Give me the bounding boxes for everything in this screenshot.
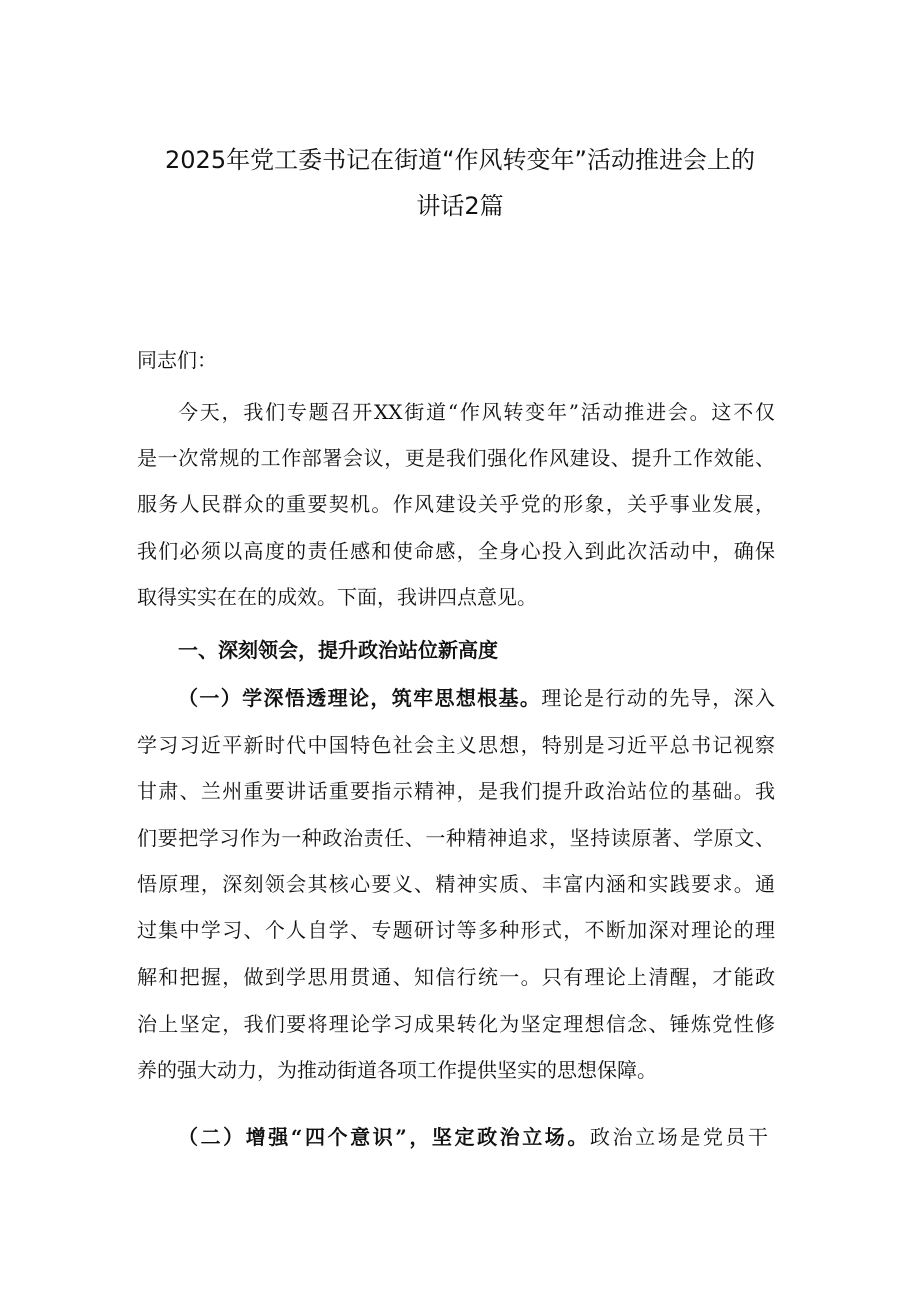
- salutation: 同志们：: [137, 348, 217, 372]
- intro-line: 服务人民群众的重要契机。作风建设关乎党的形象，关乎事业发展，: [137, 492, 775, 516]
- section-heading-1: 一、深刻领会，提升政治站位新高度: [178, 638, 498, 662]
- paragraph-line: 甘肃、兰州重要讲话重要指示精神，是我们提升政治站位的基础。我: [137, 779, 775, 803]
- document-title-line-2: 讲话2篇: [416, 192, 504, 220]
- intro-line: 我们必须以高度的责任感和使命感，全身心投入到此次活动中，确保: [137, 539, 775, 563]
- paragraph-line: 养的强大动力，为推动街道各项工作提供坚实的思想保障。: [137, 1058, 657, 1082]
- subsection-1-1-first-line: [178, 675, 775, 721]
- paragraph-line: 悟原理，深刻领会其核心要义、精神实质、丰富内涵和实践要求。通: [137, 872, 775, 896]
- intro-line: 是一次常规的工作部署会议，更是我们强化作风建设、提升工作效能、: [137, 446, 775, 470]
- subsection-1-1-first-line-text: 理论是行动的先导，深入: [541, 686, 776, 710]
- subsection-1-2-first-line: [178, 1114, 768, 1160]
- subsection-1-1-lead: （一）学深悟透理论，筑牢思想根基。: [178, 686, 542, 710]
- paragraph-line: 解和把握，做到学思用贯通、知信行统一。只有理论上清醒，才能政: [137, 965, 775, 989]
- subsection-1-2-lead: （二）增强“四个意识”，坚定政治立场。: [178, 1125, 590, 1149]
- paragraph-line: 学习习近平新时代中国特色社会主义思想，特别是习近平总书记视察: [137, 733, 775, 757]
- paragraph-line: 们要把学习作为一种政治责任、一种精神追求，坚持读原著、学原文、: [137, 826, 775, 850]
- document-title-line-1: 2025年党工委书记在街道“作风转变年”活动推进会上的: [165, 146, 755, 174]
- intro-line: 今天，我们专题召开XX街道“作风转变年”活动推进会。这不仅: [178, 400, 775, 424]
- paragraph-line: 过集中学习、个人自学、专题研讨等多种形式，不断加深对理论的理: [137, 918, 775, 942]
- subsection-1-2-first-line-text: 政治立场是党员干: [589, 1125, 769, 1149]
- intro-line: 取得实实在在的成效。下面，我讲四点意见。: [137, 585, 537, 609]
- paragraph-line: 治上坚定，我们要将理论学习成果转化为坚定理想信念、锤炼党性修: [137, 1012, 775, 1036]
